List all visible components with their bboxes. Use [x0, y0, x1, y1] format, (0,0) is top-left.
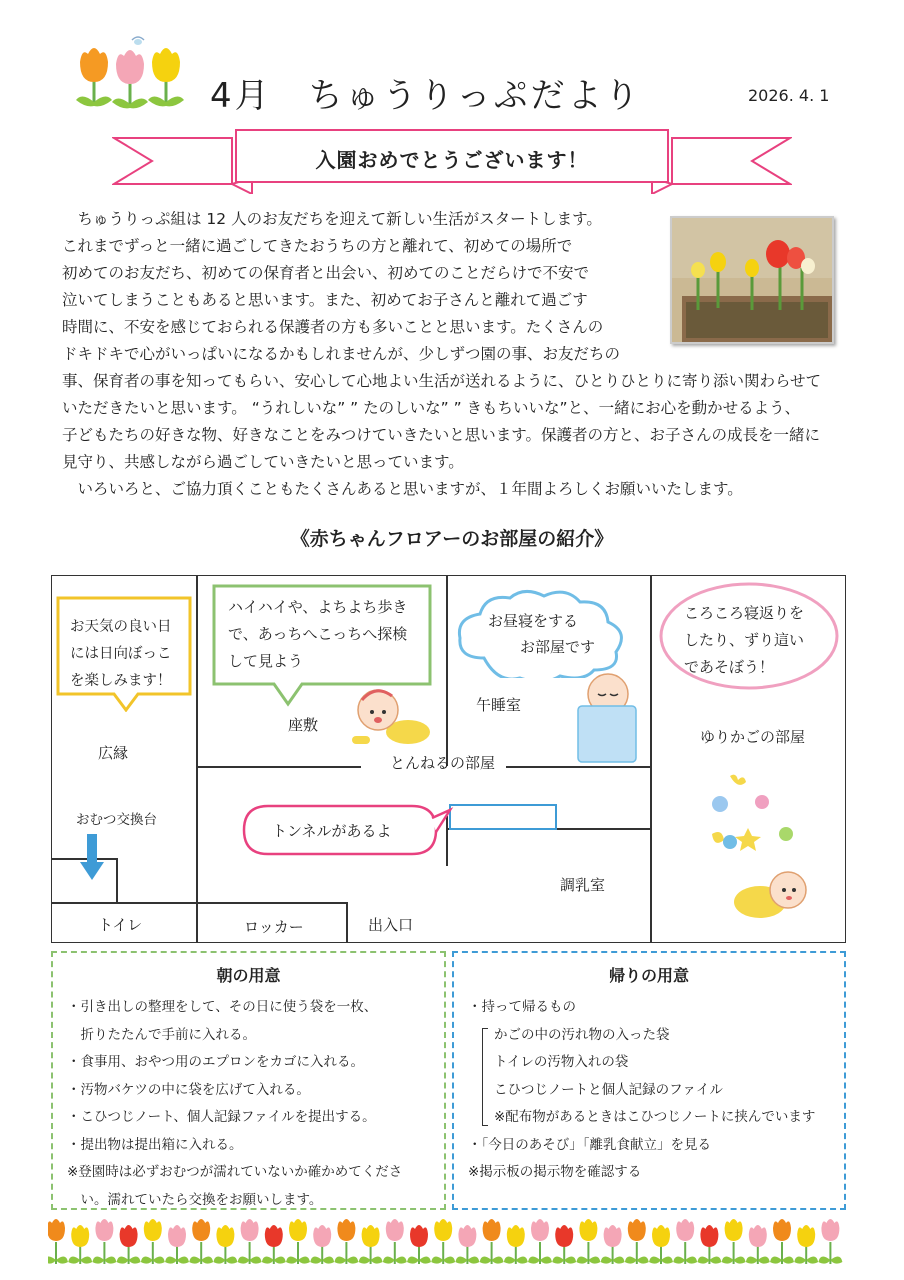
intro-line: 初めてのお友だち、初めての保育者と出会い、初めてのことだらけで不安で [62, 264, 590, 282]
list-item: ※登園時は必ずおむつが濡れていないか確かめてくださ [67, 1164, 403, 1180]
tulip-border-icon [48, 1214, 852, 1266]
morning-list [53, 994, 444, 1214]
bubble-hiroen: お天気の良い日 には日向ぼっこ を楽しみます！ [70, 619, 172, 689]
intro-line: いただきたいと思います。 “うれしいな” ” たのしいな” ” きもちいいな”と、一緒にお心を動かせるよう、 [62, 399, 801, 417]
intro-line: 事、保育者の事を知ってもらい、安心して心地よい生活が送れるように、ひとりひとりに寄り添い関わらせて [62, 372, 822, 390]
tulip-photo [670, 216, 834, 344]
list-item: こひつじノートと個人記録のファイル [494, 1081, 723, 1098]
room-tonneru: とんねるの部屋 [390, 754, 496, 772]
bubble-zashiki: ハイハイや、よちよち歩き で、あっちへこっちへ探検 して見よう [228, 598, 408, 670]
room-gosuishitsu: 午睡室 [476, 696, 522, 714]
intro-line: 見守り、共感しながら過ごしていきたいと思っています。 [62, 453, 464, 471]
tunnel-box [449, 804, 557, 830]
list-item: ※掲示板の掲示物を確認する [468, 1164, 642, 1180]
room-hiroen: 広縁 [98, 744, 129, 762]
room-toilet: トイレ [98, 916, 143, 934]
list-item: ・こひつじノート、個人記録ファイルを提出する。 [67, 1109, 376, 1125]
intro-line: ドキドキで心がいっぱいになるかもしれませんが、少しずつ園の事、お友だちの [62, 345, 621, 363]
room-locker: ロッカー [244, 918, 304, 936]
list-item: トイレの汚物入れの袋 [494, 1054, 629, 1070]
return-bracket-list [468, 1022, 844, 1132]
room-yurikago: ゆりかごの部屋 [700, 728, 806, 746]
intro-line: 子どもたちの好きな物、好きなことをみつけていきたいと思います。保護者の方と、お子さんの成長を一緒に [62, 426, 820, 444]
bubble-gosuishitsu: お昼寝をする お部屋です [488, 612, 596, 656]
room-zashiki: 座敷 [288, 716, 319, 734]
morning-title: 朝の用意 [216, 966, 281, 985]
mobile-decoration-icon [702, 772, 832, 862]
intro-line: いろいろと、ご協力頂くこともたくさんあると思いますが、１年間よろしくお願いいたします。 [62, 480, 743, 498]
list-item: ・食事用、おやつ用のエプロンをカゴに入れる。 [67, 1054, 364, 1070]
return-title: 帰りの用意 [608, 966, 689, 985]
down-arrow-icon [78, 834, 106, 882]
intro-line: ちゅうりっぷ組は 12 人のお友だちを迎えて新しい生活がスタートします。 [62, 210, 602, 228]
issue-date: 2026. 4. 1 [748, 86, 830, 105]
return-list [454, 994, 844, 1187]
intro-line: 泣いてしまうこともあると思います。また、初めてお子さんと離れて過ごす [62, 291, 588, 309]
room-chonyu: 調乳室 [560, 876, 606, 894]
list-item: かごの中の汚れ物の入った袋 [494, 1026, 670, 1043]
list-item: ・引き出しの整理をして、その日に使う袋を一枚、 [67, 999, 378, 1015]
list-item: 折りたたんで手前に入れる。 [67, 1026, 256, 1043]
page-title: 4月 ちゅうりっぷだより [210, 76, 642, 116]
list-item: ・「今日のあそび」「離乳食献立」を見る [468, 1136, 711, 1153]
intro-line: これまでずっと一緒に過ごしてきたおうちの方と離れて、初めての場所で [62, 237, 573, 255]
crawling-baby-icon [344, 686, 436, 750]
list-item: い。濡れていたら交換をお願いします。 [67, 1191, 323, 1208]
return-prep-box [452, 951, 846, 1210]
list-item: ・汚物バケツの中に袋を広げて入れる。 [67, 1081, 310, 1098]
room-omutsu: おむつ交換台 [76, 812, 157, 828]
bubble-tunnel: トンネルがあるよ [272, 822, 392, 840]
room-entrance: 出入口 [368, 916, 414, 934]
intro-line: 時間に、不安を感じておられる保護者の方も多いことと思います。たくさんの [62, 318, 604, 336]
rolling-baby-icon [728, 864, 808, 928]
sleeping-baby-icon [576, 668, 640, 764]
floor-section-title: 《赤ちゃんフロアーのお部屋の紹介》 [290, 528, 614, 550]
welcome-banner-text: 入園おめでとうございます！ [315, 148, 589, 172]
list-item: ・提出物は提出箱に入れる。 [67, 1136, 243, 1153]
bracket [482, 1028, 488, 1126]
list-item: ・持って帰るもの [468, 999, 576, 1015]
tulip-decoration-icon [72, 32, 188, 112]
list-item: ※配布物があるときはこひつじノートに挟んでいます [494, 1109, 816, 1125]
morning-prep-box [51, 951, 446, 1210]
floor-plan [51, 575, 846, 943]
bubble-yurikago: ころころ寝返りを したり、ずり這い であそぼう！ [684, 604, 805, 676]
